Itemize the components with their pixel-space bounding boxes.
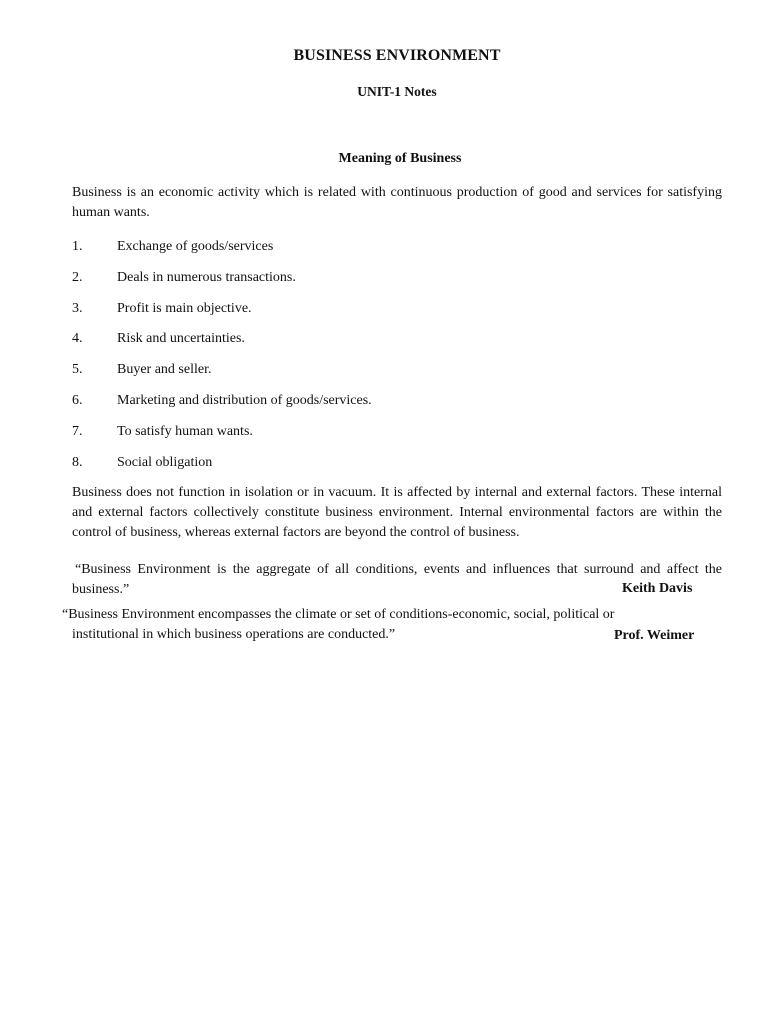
list-item-number: 3. <box>72 300 83 316</box>
list-item-number: 6. <box>72 392 83 408</box>
list-item-text: To satisfy human wants. <box>117 423 253 439</box>
quote-text: “Business Environment is the aggregate of all conditions, events and influences that surround and affect the business.” <box>72 562 722 597</box>
intro-paragraph: Business is an economic activity which is related with continuous production of good and services for satisfying human wants. <box>72 185 722 220</box>
environment-paragraph: Business does not function in isolation or in vacuum. It is affected by internal and external factors. These internal and external factors collectively constitute business environment. Internal environmental factors are within the control of business, whereas external factors are beyond the control of business. <box>72 485 722 540</box>
list-item-text: Deals in numerous transactions. <box>117 269 296 285</box>
list-item-text: Buyer and seller. <box>117 362 212 378</box>
quote-author-weimer: Prof. Weimer <box>614 628 695 643</box>
list-item-number: 4. <box>72 331 83 347</box>
list-item-number: 1. <box>72 239 83 254</box>
list-item-number: 5. <box>72 362 83 378</box>
document-title: BUSINESS ENVIRONMENT <box>293 47 501 64</box>
list-item-text: Profit is main objective. <box>117 300 252 316</box>
list-item-number: 7. <box>72 423 83 439</box>
document-subtitle: UNIT-1 Notes <box>357 84 437 99</box>
section-heading: Meaning of Business <box>338 151 462 166</box>
list-item-number: 8. <box>72 454 83 470</box>
quote-author-keith-davis: Keith Davis <box>622 581 693 596</box>
quote-weimer-line2: institutional in which business operations are conducted.” <box>72 627 396 642</box>
list-item-text: Risk and uncertainties. <box>117 331 245 347</box>
list-item-text: Social obligation <box>117 454 213 470</box>
list-item-text: Marketing and distribution of goods/services. <box>117 392 372 408</box>
list-item-text: Exchange of goods/services <box>117 239 274 254</box>
quote-weimer-line1: “Business Environment encompasses the climate or set of conditions-economic, social, political or <box>62 607 615 622</box>
list-item-number: 2. <box>72 269 83 285</box>
